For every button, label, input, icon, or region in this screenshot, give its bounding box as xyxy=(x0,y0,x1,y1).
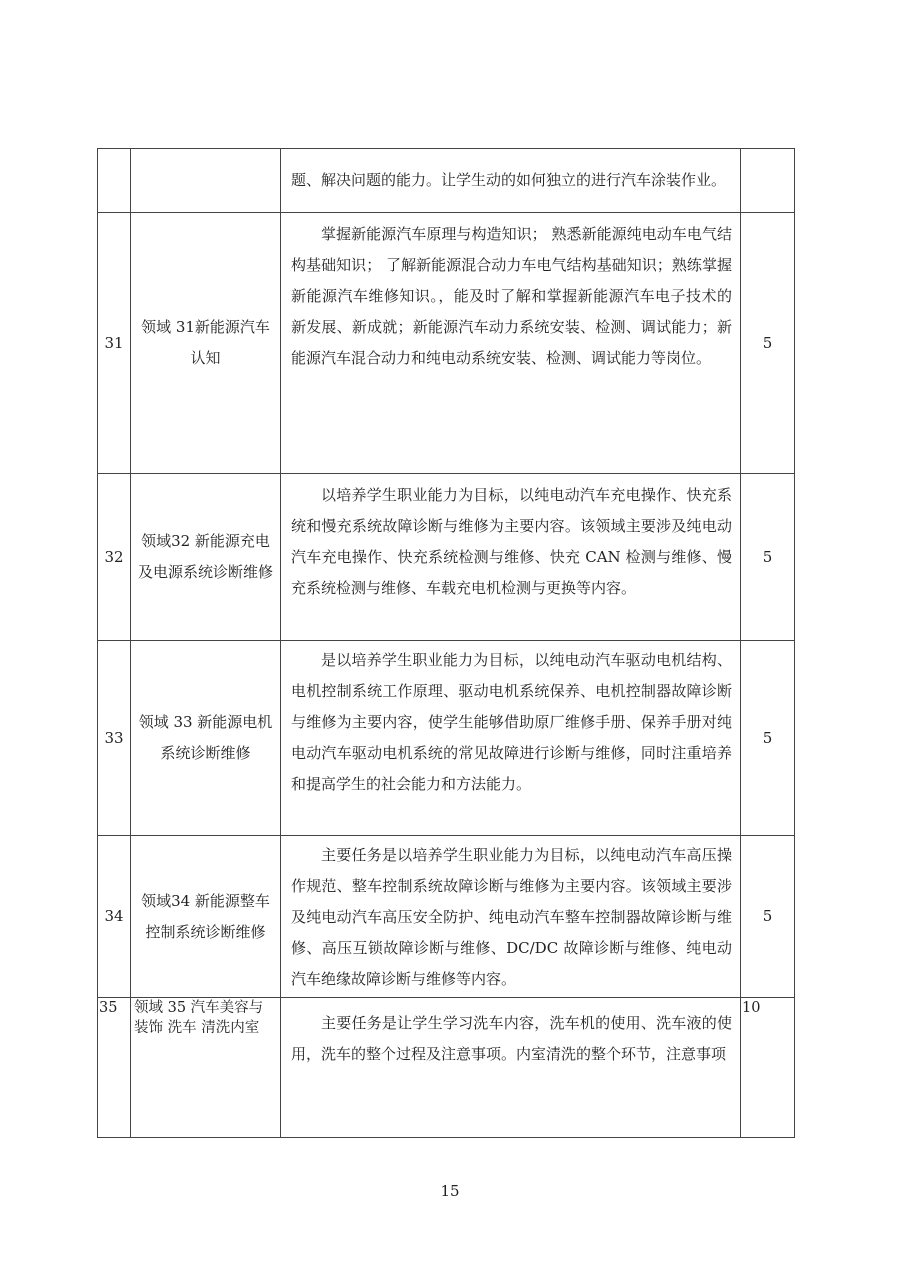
course-description: 以培养学生职业能力为目标，以纯电动汽车充电操作、快充系统和慢充系统故障诊断与维修为主要内容。该领域主要涉及纯电动汽车充电操作、快充系统检测与维修、快充 CAN 检测与维修、慢充系统检测与维修、车载充电机检测与更换等内容。 xyxy=(281,474,741,641)
page-number: 15 xyxy=(440,1182,460,1200)
row-number: 33 xyxy=(98,641,131,836)
row-number: 31 xyxy=(98,213,131,474)
table-row xyxy=(98,836,795,998)
course-description: 掌握新能源汽车原理与构造知识； 熟悉新能源纯电动车电气结构基础知识； 了解新能源混合动力车电气结构基础知识；熟练掌握新能源汽车维修知识。，能及时了解和掌握新能源汽车电子技术的新发展、新成就；新能源汽车动力系统安装、检测、调试能力；新能源汽车混合动力和纯电动系统安装、检测、调试能力等岗位。 xyxy=(281,213,741,474)
course-hours xyxy=(741,149,795,213)
course-name: 领域32 新能源充电及电源系统诊断维修 xyxy=(131,474,281,641)
course-name xyxy=(131,149,281,213)
table-row xyxy=(98,998,795,1138)
course-description: 题、解决问题的能力。让学生动的如何独立的进行汽车涂装作业。 xyxy=(281,149,741,213)
course-description: 主要任务是让学生学习洗车内容，洗车机的使用、洗车液的使用，洗车的整个过程及注意事项。内室清洗的整个环节，注意事项 xyxy=(281,998,741,1138)
course-hours: 5 xyxy=(741,836,795,998)
course-name: 领域 31新能源汽车认知 xyxy=(131,213,281,474)
course-hours: 10 xyxy=(741,998,795,1138)
course-hours: 5 xyxy=(741,474,795,641)
row-number xyxy=(98,149,131,213)
table-row xyxy=(98,213,795,474)
table-row xyxy=(98,474,795,641)
row-number: 32 xyxy=(98,474,131,641)
course-name: 领域 33 新能源电机系统诊断维修 xyxy=(131,641,281,836)
curriculum-table xyxy=(97,148,795,1138)
course-name: 领域34 新能源整车控制系统诊断维修 xyxy=(131,836,281,998)
course-description: 是以培养学生职业能力为目标，以纯电动汽车驱动电机结构、电机控制系统工作原理、驱动电机系统保养、电机控制器故障诊断与维修为主要内容，使学生能够借助原厂维修手册、保养手册对纯电动汽车驱动电机系统的常见故障进行诊断与维修，同时注重培养和提高学生的社会能力和方法能力。 xyxy=(281,641,741,836)
row-number: 35 xyxy=(98,998,131,1138)
course-name: 领域 35 汽车美容与装饰 洗车 清洗内室 xyxy=(131,998,281,1138)
course-description: 主要任务是以培养学生职业能力为目标，以纯电动汽车高压操作规范、整车控制系统故障诊断与维修为主要内容。该领域主要涉及纯电动汽车高压安全防护、纯电动汽车整车控制器故障诊断与维修、高压互锁故障诊断与维修、DC/DC 故障诊断与维修、纯电动汽车绝缘故障诊断与维修等内容。 xyxy=(281,836,741,998)
row-number: 34 xyxy=(98,836,131,998)
course-hours: 5 xyxy=(741,641,795,836)
course-hours: 5 xyxy=(741,213,795,474)
table-row xyxy=(98,149,795,213)
table-row xyxy=(98,641,795,836)
